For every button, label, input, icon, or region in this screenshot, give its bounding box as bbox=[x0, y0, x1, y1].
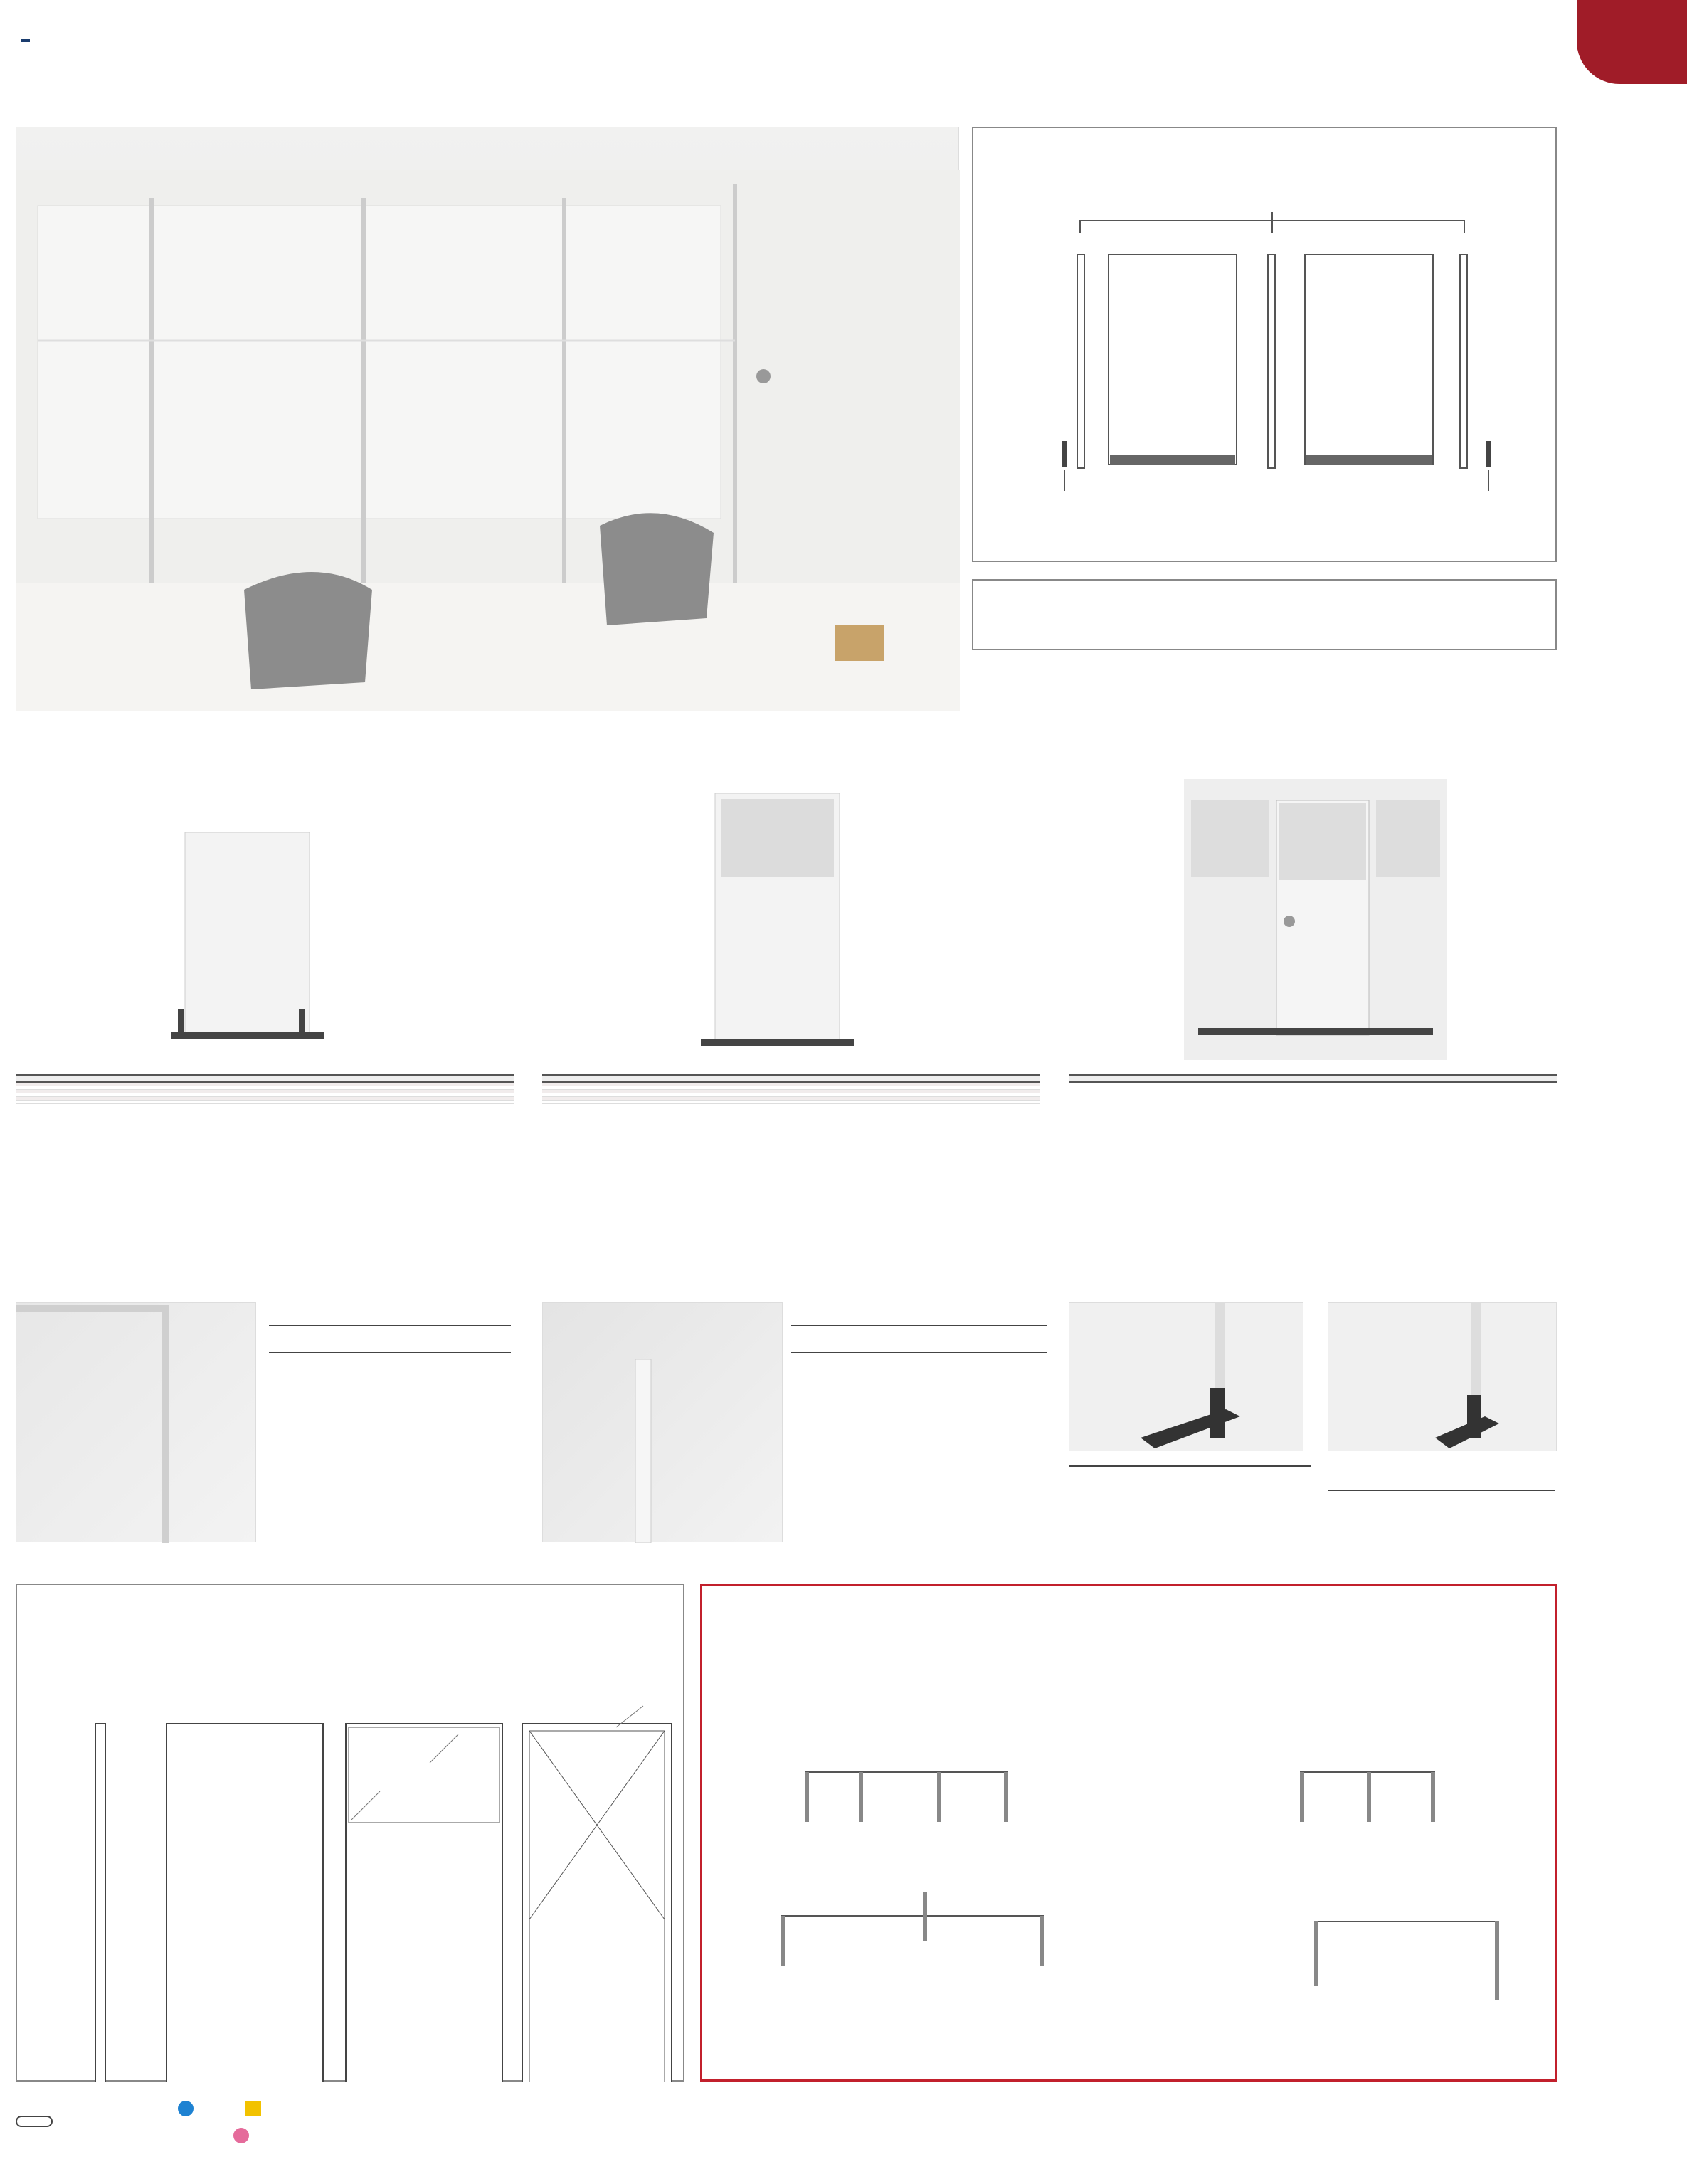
table-row bbox=[1069, 1082, 1557, 1086]
main-photo bbox=[16, 127, 959, 710]
col-header-price bbox=[1414, 1075, 1557, 1082]
legend-line2 bbox=[178, 2120, 252, 2146]
main-photo-illustration bbox=[16, 127, 960, 711]
caution-box bbox=[700, 1584, 1557, 2082]
door-panel-table bbox=[1069, 1074, 1557, 1086]
frost-panel-table bbox=[542, 1074, 1040, 1104]
sekou-tag bbox=[21, 39, 30, 42]
col-header-h bbox=[16, 1075, 80, 1082]
col-header-price bbox=[912, 1075, 1040, 1082]
foot-one-photo bbox=[1328, 1302, 1557, 1451]
col-header-code bbox=[1204, 1075, 1414, 1082]
foot-both-photo bbox=[1069, 1302, 1303, 1451]
col-header-w bbox=[80, 1075, 151, 1082]
post-item2 bbox=[269, 1326, 511, 1353]
legend-label bbox=[16, 2116, 53, 2127]
std-panel-table bbox=[16, 1074, 514, 1104]
col-header-h bbox=[1069, 1075, 1133, 1082]
frost-panel-image bbox=[694, 786, 872, 1071]
yellow-square-icon bbox=[245, 2101, 261, 2116]
rail-item1 bbox=[791, 1299, 1047, 1326]
caution-diagrams bbox=[702, 1586, 1558, 2082]
combo-drawing bbox=[973, 128, 1557, 562]
col-header-code bbox=[151, 1075, 371, 1082]
table-row bbox=[542, 1101, 1040, 1104]
foot-one-info bbox=[1328, 1465, 1555, 1491]
combo-example-box bbox=[972, 127, 1557, 562]
common-spec-box bbox=[972, 579, 1557, 650]
col-header-code bbox=[677, 1075, 912, 1082]
page-title bbox=[16, 23, 30, 55]
table-row bbox=[16, 1101, 514, 1104]
post-photo bbox=[16, 1302, 256, 1542]
post-info bbox=[269, 1299, 511, 1353]
rail-item2 bbox=[791, 1326, 1047, 1353]
rail-photo bbox=[542, 1302, 783, 1542]
col-header-price bbox=[371, 1075, 514, 1082]
std-panel-image bbox=[157, 818, 327, 1067]
pink-circle-icon bbox=[233, 2128, 249, 2143]
foot-both-item bbox=[1069, 1465, 1311, 1467]
rail-info bbox=[791, 1299, 1047, 1353]
legend-line1 bbox=[178, 2093, 264, 2119]
post-item1 bbox=[269, 1299, 511, 1326]
col-header-w bbox=[1133, 1075, 1204, 1082]
dimension-drawing bbox=[17, 1585, 684, 2082]
foot-both-info bbox=[1069, 1465, 1311, 1467]
col-header-h bbox=[542, 1075, 606, 1082]
blue-dot-icon bbox=[178, 2101, 194, 2116]
chapter-badge bbox=[1577, 0, 1687, 84]
dimension-drawing-box bbox=[16, 1584, 684, 2082]
col-header-w bbox=[606, 1075, 677, 1082]
door-panel-image bbox=[1184, 779, 1447, 1060]
foot-one-item bbox=[1328, 1465, 1555, 1491]
